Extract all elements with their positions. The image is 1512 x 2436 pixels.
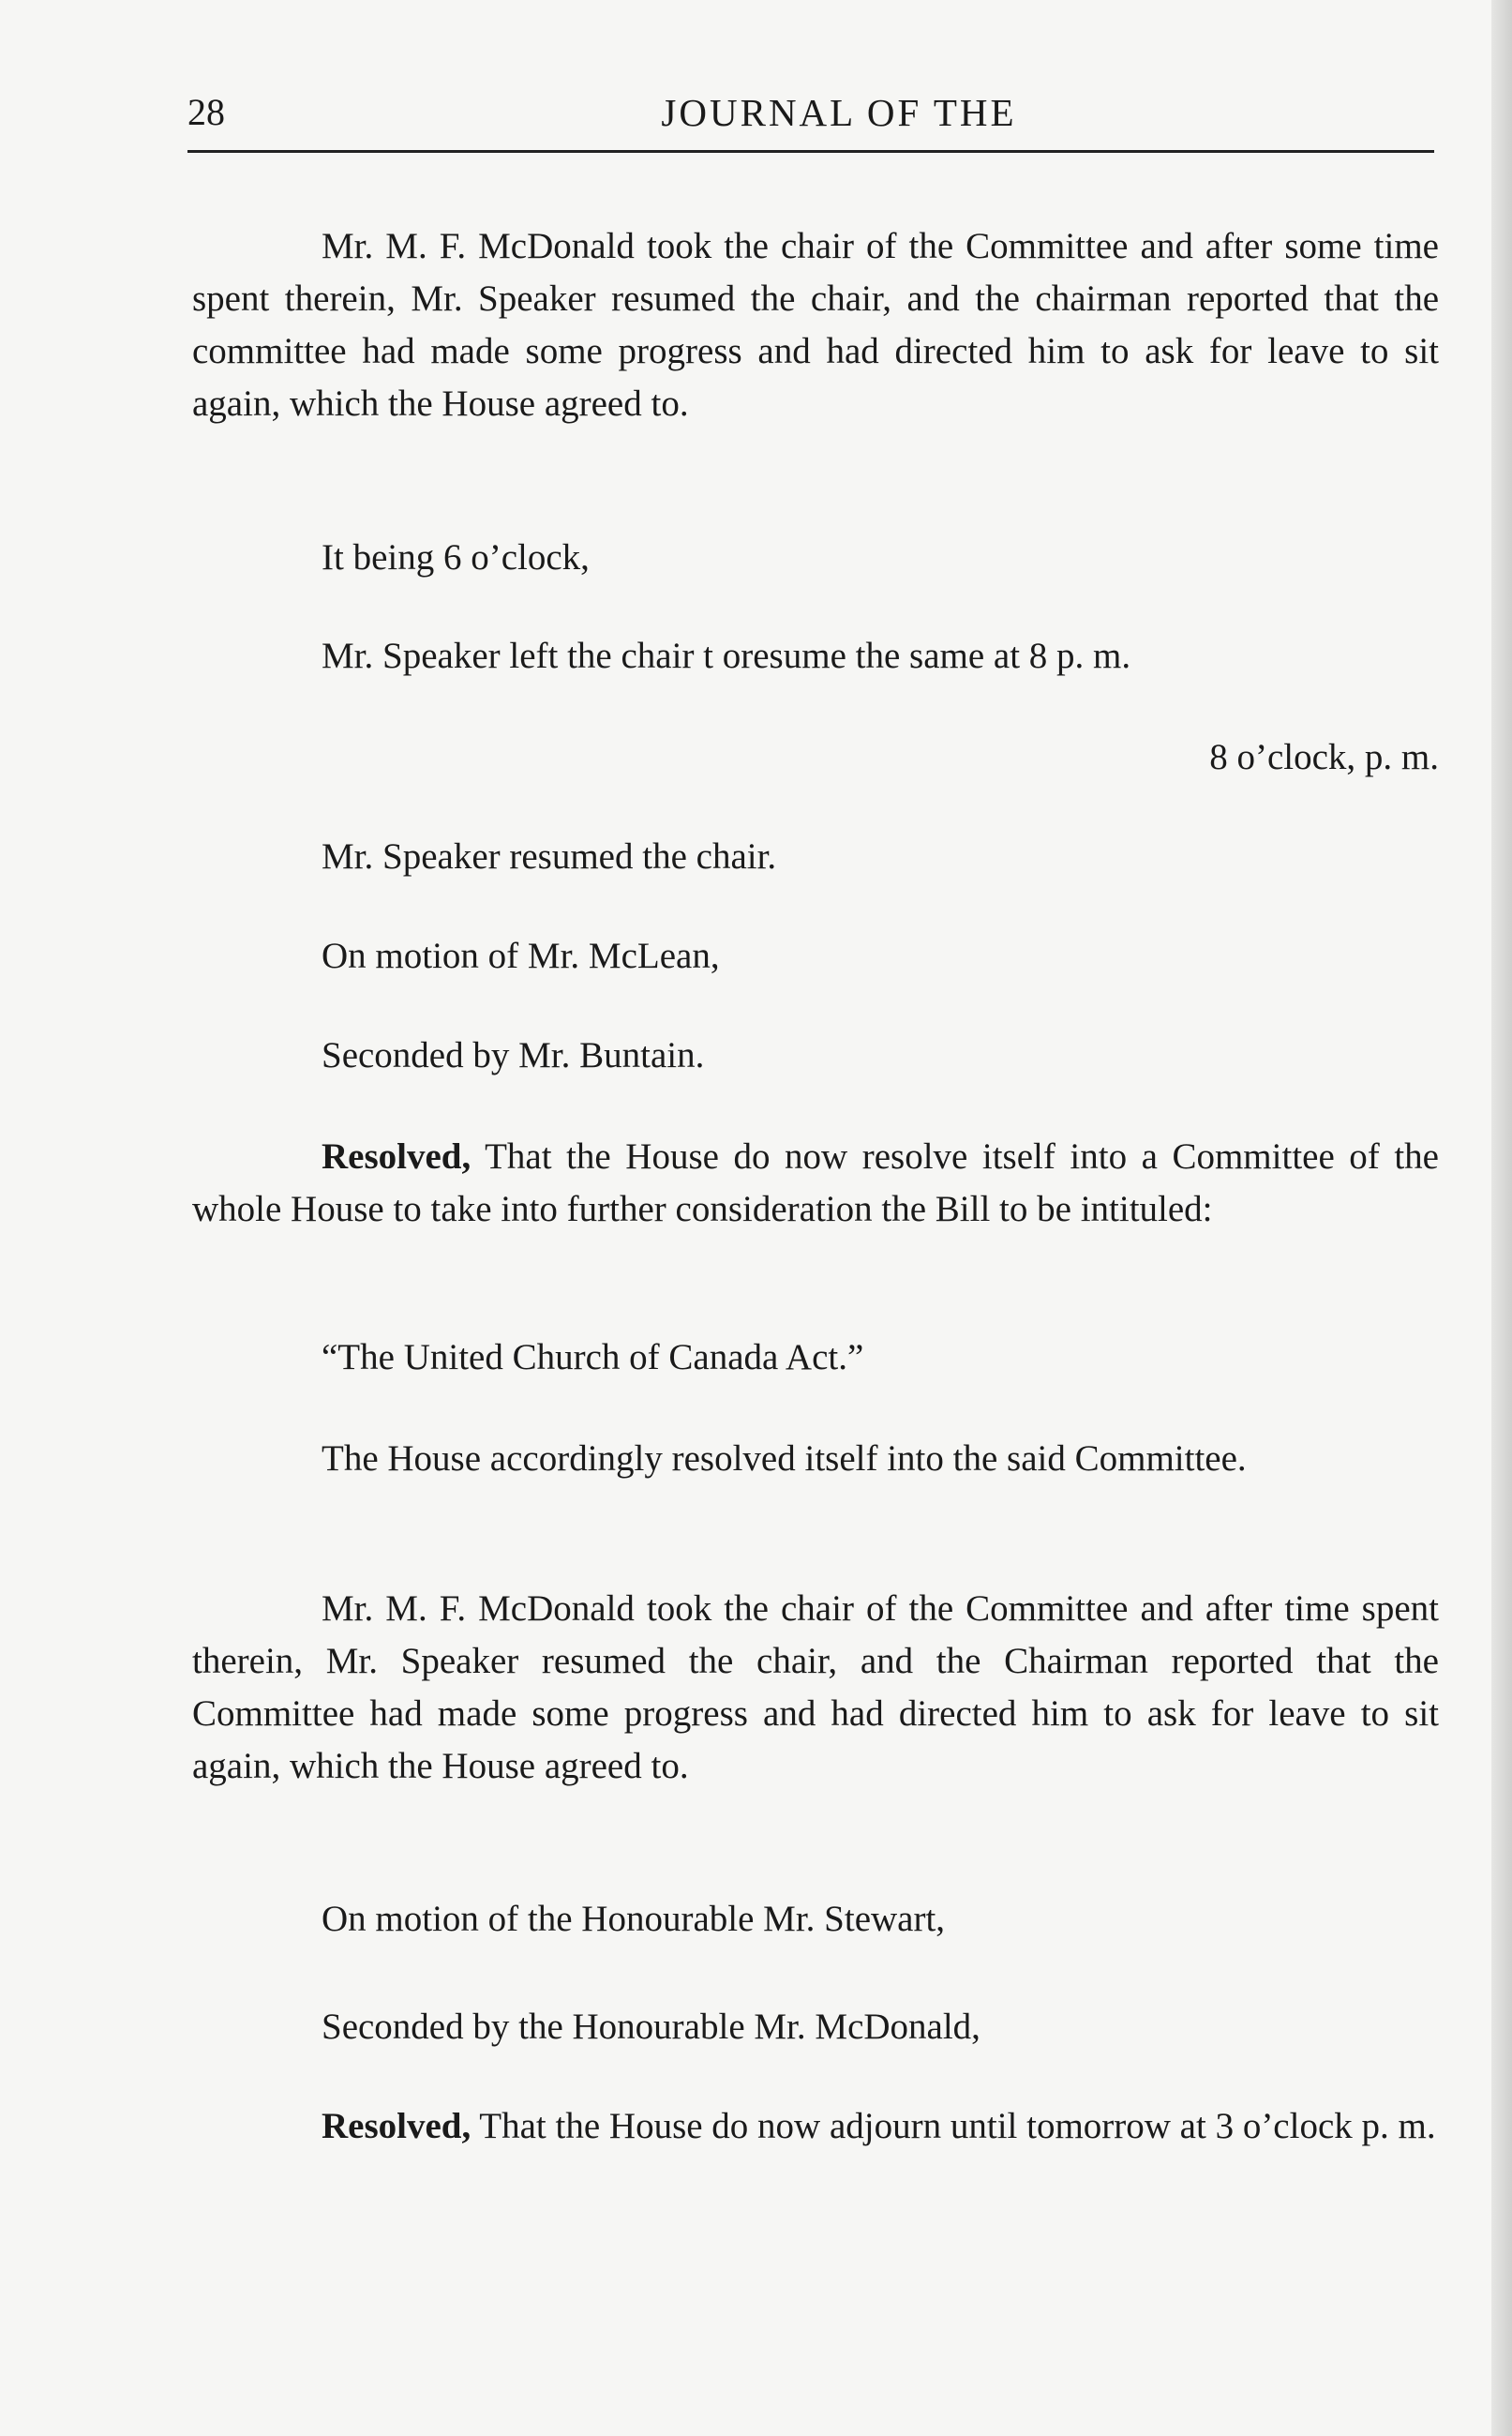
page-number: 28	[187, 91, 225, 133]
paragraph-motion-mclean: On motion of Mr. McLean,	[322, 936, 720, 976]
running-head: JOURNAL OF THE	[661, 91, 1017, 134]
paragraph-house-resolved: The House accordingly resolved itself into the said Committee.	[322, 1438, 1247, 1479]
paragraph-motion-stewart: On motion of the Honourable Mr. Stewart,	[322, 1899, 946, 1939]
time-marker: 8 o’clock, p. m.	[1209, 737, 1439, 777]
paragraph-committee-report: Mr. M. F. McDonald took the chair of the Committee and after some time spent therein, Mr. Speaker resumed the chair, and the chairman reported that the committee had made some progress and had directed him to ask for leave to sit again, which the House agreed to.	[192, 226, 1439, 424]
resolved-label: Resolved,	[322, 1136, 472, 1177]
paragraph-resolved-adjourn	[192, 2100, 1439, 2153]
page-edge-shadow	[1491, 0, 1512, 2436]
header-rule	[187, 150, 1434, 153]
resolved-text: That the House do now resolve itself into a Committee of the whole House to take into further consideration the Bill to be intituled:	[192, 1136, 1439, 1229]
paragraph-seconded-mcdonald: Seconded by the Honourable Mr. McDonald,	[322, 2007, 981, 2047]
bill-title: “The United Church of Canada Act.”	[322, 1337, 864, 1377]
page-header	[187, 90, 1434, 146]
paragraph-resolved-committee	[192, 1131, 1439, 1236]
paragraph-six-oclock: It being 6 o’clock,	[322, 537, 590, 578]
paragraph-seconded-buntain: Seconded by Mr. Buntain.	[322, 1035, 705, 1075]
resolved-label-adjourn: Resolved,	[322, 2106, 472, 2146]
paragraph-committee-report-second: Mr. M. F. McDonald took the chair of the Committee and after time spent therein, Mr. Speaker resumed the chair, and the Chairman reported that the Committee had made some progress and had directed him to ask for leave to sit again, which the House agreed to.	[192, 1588, 1439, 1786]
resolved-text-adjourn: That the House do now adjourn until tomorrow at 3 o’clock p. m.	[471, 2106, 1436, 2146]
paragraph-speaker-resumed: Mr. Speaker resumed the chair.	[322, 836, 777, 877]
paragraph-speaker-left: Mr. Speaker left the chair t oresume the same at 8 p. m.	[322, 636, 1131, 676]
